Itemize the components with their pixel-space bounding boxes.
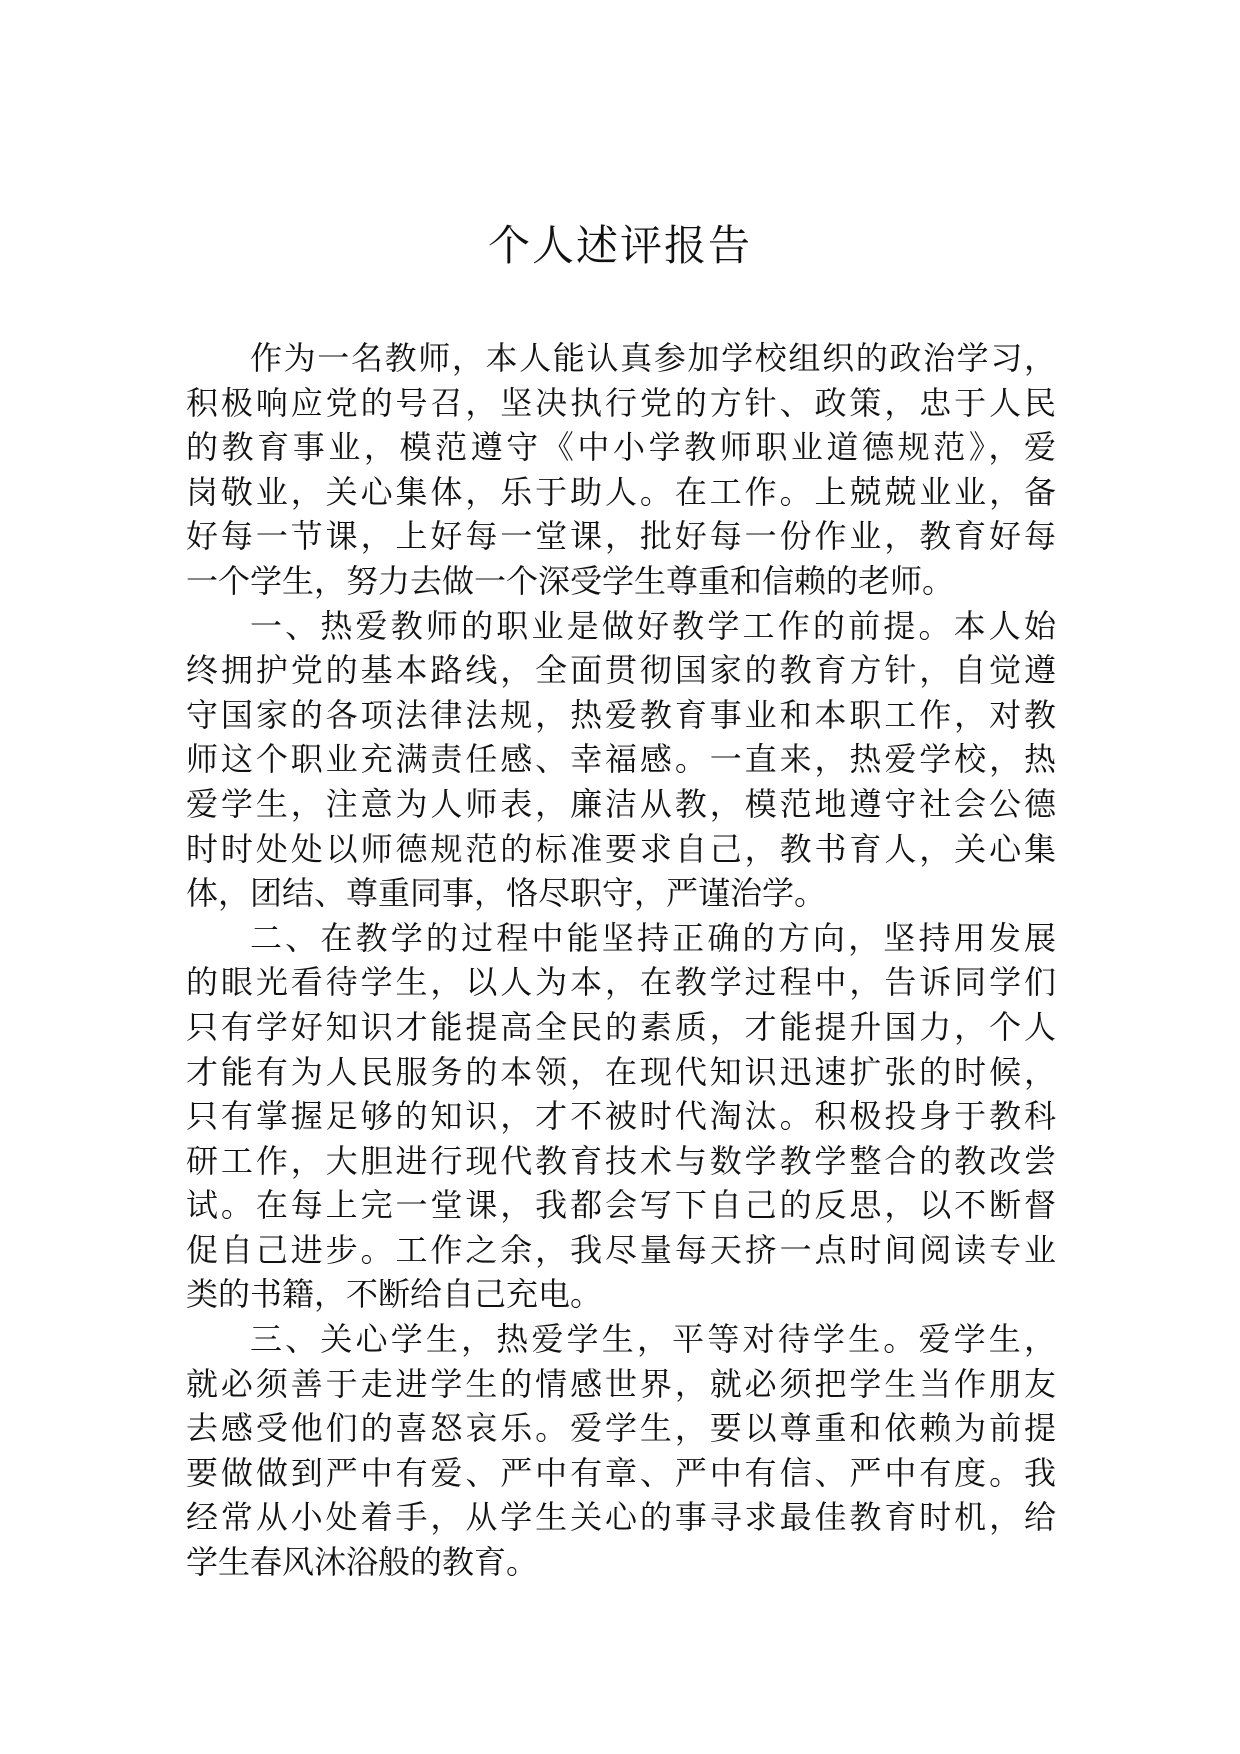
text-line: 岗敬业，关心集体，乐于助人。在工作。上兢兢业业，备 xyxy=(186,472,1056,511)
text-line: 一、热爱教师的职业是做好教学工作的前提。本人始 xyxy=(250,606,1056,645)
text-line: 要做做到严中有爱、严中有章、严中有信、严中有度。我 xyxy=(186,1453,1056,1492)
text-line: 的教育事业，模范遵守《中小学教师职业道德规范》，爱 xyxy=(186,428,1056,467)
paragraph-section-2 xyxy=(186,916,1056,1317)
text-line: 体，团结、尊重同事，恪尽职守，严谨治学。 xyxy=(186,874,827,913)
paragraph-section-1 xyxy=(186,604,1056,916)
text-line: 研工作，大胆进行现代教育技术与数学教学整合的教改尝 xyxy=(186,1141,1056,1180)
text-line: 类的书籍，不断给自己充电。 xyxy=(186,1275,603,1314)
paragraph-intro xyxy=(186,336,1056,604)
text-line: 积极响应党的号召，坚决执行党的方针、政策，忠于人民 xyxy=(186,383,1056,422)
text-line: 一个学生，努力去做一个深受学生尊重和信赖的老师。 xyxy=(186,561,955,600)
text-line: 去感受他们的喜怒哀乐。爱学生，要以尊重和依赖为前提 xyxy=(186,1409,1056,1448)
text-line: 三、关心学生，热爱学生，平等对待学生。爱学生， xyxy=(250,1320,1056,1359)
text-line: 只有学好知识才能提高全民的素质，才能提升国力，个人 xyxy=(186,1007,1056,1046)
document-body xyxy=(186,336,1056,1585)
text-line: 的眼光看待学生，以人为本，在教学过程中，告诉同学们 xyxy=(186,963,1056,1002)
paragraph-section-3 xyxy=(186,1317,1056,1585)
text-line: 作为一名教师，本人能认真参加学校组织的政治学习， xyxy=(250,339,1056,377)
text-line: 爱学生，注意为人师表，廉洁从教，模范地遵守社会公德 xyxy=(186,784,1056,823)
text-line: 经常从小处着手，从学生关心的事寻求最佳教育时机，给 xyxy=(186,1498,1056,1537)
text-line: 促自己进步。工作之余，我尽量每天挤一点时间阅读专业 xyxy=(186,1230,1056,1269)
text-line: 只有掌握足够的知识，才不被时代淘汰。积极投身于教科 xyxy=(186,1097,1056,1136)
text-line: 二、在教学的过程中能坚持正确的方向，坚持用发展 xyxy=(250,918,1056,957)
text-line: 好每一节课，上好每一堂课，批好每一份作业，教育好每 xyxy=(186,517,1056,556)
text-line: 就必须善于走进学生的情感世界，就必须把学生当作朋友 xyxy=(186,1364,1056,1403)
document-title: 个人述评报告 xyxy=(487,221,752,270)
text-line: 终拥护党的基本路线，全面贯彻国家的教育方针，自觉遵 xyxy=(186,651,1056,690)
text-line: 时时处处以师德规范的标准要求自己，教书育人，关心集 xyxy=(186,829,1056,868)
text-line: 试。在每上完一堂课，我都会写下自己的反思，以不断督 xyxy=(186,1186,1056,1225)
text-line: 师这个职业充满责任感、幸福感。一直来，热爱学校，热 xyxy=(186,740,1056,779)
text-line: 才能有为人民服务的本领，在现代知识迅速扩张的时候， xyxy=(186,1052,1056,1091)
text-line: 学生春风沐浴般的教育。 xyxy=(186,1543,539,1582)
text-line: 守国家的各项法律法规，热爱教育事业和本职工作，对教 xyxy=(186,695,1056,734)
